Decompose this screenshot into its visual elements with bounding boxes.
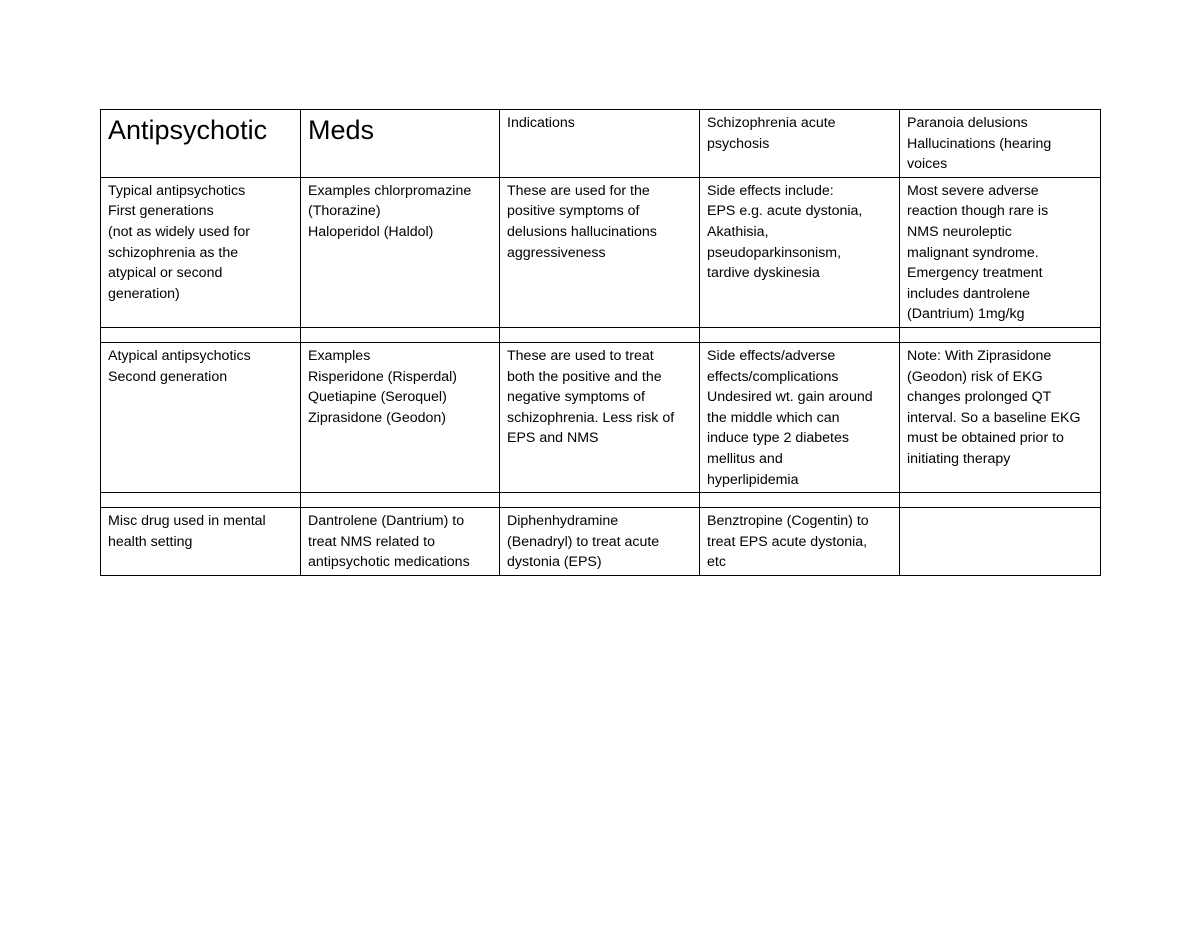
- table-cell: [700, 177, 900, 327]
- cell-line: dystonia (EPS): [507, 554, 602, 571]
- spacer-row: [101, 493, 1101, 508]
- header-cell: [900, 110, 1101, 178]
- table-cell: [101, 342, 301, 492]
- header-cell-line: Indications: [507, 115, 575, 131]
- empty-cell: [101, 327, 301, 342]
- empty-cell: [301, 327, 500, 342]
- cell-line: etc: [707, 554, 726, 571]
- cell-line: mellitus and: [707, 450, 783, 467]
- table-cell: [101, 177, 301, 327]
- cell-line: must be obtained prior to: [907, 430, 1064, 447]
- empty-cell: [301, 493, 500, 508]
- table-cell: [500, 177, 700, 327]
- header-cell-line: voices: [907, 156, 948, 173]
- cell-line: Note: With Ziprasidone: [907, 347, 1052, 364]
- cell-line: EPS e.g. acute dystonia,: [707, 203, 863, 220]
- cell-line: (Benadryl) to treat acute: [507, 533, 660, 550]
- cell-line: (not as widely used for: [108, 223, 250, 240]
- header-row: [101, 110, 1101, 178]
- cell-line: includes dantrolene: [907, 285, 1031, 302]
- cell-line: negative symptoms of: [507, 389, 645, 406]
- cell-line: changes prolonged QT: [907, 389, 1052, 406]
- cell-line: health setting: [108, 533, 193, 550]
- cell-line: Benztropine (Cogentin) to: [707, 513, 869, 530]
- empty-cell: [500, 493, 700, 508]
- header-cell: [500, 110, 700, 178]
- cell-line: Examples chlorpromazine: [308, 182, 472, 199]
- cell-line: Risperidone (Risperdal): [308, 368, 458, 385]
- cell-line: induce type 2 diabetes: [707, 430, 849, 447]
- cell-line: EPS and NMS: [507, 430, 599, 447]
- empty-cell: [500, 327, 700, 342]
- cell-line: interval. So a baseline EKG: [907, 409, 1081, 426]
- antipsychotic-meds-table: [100, 109, 1101, 576]
- cell-line: effects/complications: [707, 368, 839, 385]
- cell-line: generation): [108, 285, 180, 302]
- cell-line: schizophrenia as the: [108, 244, 239, 261]
- cell-line: the middle which can: [707, 409, 840, 426]
- cell-line: pseudoparkinsonism,: [707, 244, 842, 261]
- table-cell: [500, 508, 700, 576]
- header-cell-line: Hallucinations (hearing: [907, 135, 1052, 152]
- cell-line: Akathisia,: [707, 223, 769, 240]
- cell-line: Dantrolene (Dantrium) to: [308, 513, 465, 530]
- header-cell-line: psychosis: [707, 135, 770, 152]
- table-cell: [700, 342, 900, 492]
- cell-line: Emergency treatment: [907, 265, 1043, 282]
- cell-line: antipsychotic medications: [308, 554, 470, 571]
- cell-line: Side effects include:: [707, 182, 834, 199]
- cell-line: delusions hallucinations: [507, 223, 657, 240]
- table-row-atypical: [101, 342, 1101, 492]
- cell-line: malignant syndrome.: [907, 244, 1039, 261]
- cell-line: Atypical antipsychotics: [108, 347, 251, 364]
- table-cell: [101, 508, 301, 576]
- cell-line: Haloperidol (Haldol): [308, 223, 434, 240]
- table-row-typical: [101, 177, 1101, 327]
- cell-line: Side effects/adverse: [707, 347, 836, 364]
- header-cell: [700, 110, 900, 178]
- empty-cell: [900, 493, 1101, 508]
- cell-line: atypical or second: [108, 265, 223, 282]
- cell-line: Ziprasidone (Geodon): [308, 409, 447, 426]
- cell-line: initiating therapy: [907, 450, 1011, 467]
- cell-line: Most severe adverse: [907, 182, 1039, 199]
- spacer-row: [101, 327, 1101, 342]
- empty-cell: [900, 508, 1101, 576]
- table-cell: [500, 342, 700, 492]
- cell-line: Undesired wt. gain around: [707, 389, 873, 406]
- cell-line: First generations: [108, 203, 214, 220]
- cell-line: tardive dyskinesia: [707, 265, 820, 282]
- header-cell-line: Schizophrenia acute: [707, 115, 836, 131]
- cell-line: Examples: [308, 347, 371, 364]
- cell-line: treat EPS acute dystonia,: [707, 533, 868, 550]
- cell-line: hyperlipidemia: [707, 471, 799, 488]
- cell-line: treat NMS related to: [308, 533, 435, 550]
- cell-line: Typical antipsychotics: [108, 182, 246, 199]
- cell-line: (Thorazine): [308, 203, 381, 220]
- cell-line: reaction though rare is: [907, 203, 1049, 220]
- cell-line: These are used for the: [507, 182, 650, 199]
- table-cell: [700, 508, 900, 576]
- empty-cell: [700, 493, 900, 508]
- cell-line: Misc drug used in mental: [108, 513, 266, 530]
- header-cell: [301, 110, 500, 178]
- table-row-misc: [101, 508, 1101, 576]
- cell-line: both the positive and the: [507, 368, 662, 385]
- empty-cell: [700, 327, 900, 342]
- header-cell-line: Paranoia delusions: [907, 115, 1028, 131]
- cell-line: Second generation: [108, 368, 228, 385]
- cell-line: Diphenhydramine: [507, 513, 619, 530]
- cell-line: NMS neuroleptic: [907, 223, 1012, 240]
- empty-cell: [900, 327, 1101, 342]
- cell-line: aggressiveness: [507, 244, 606, 261]
- table-cell: [301, 508, 500, 576]
- cell-line: schizophrenia. Less risk of: [507, 409, 675, 426]
- table-cell: [301, 177, 500, 327]
- cell-line: positive symptoms of: [507, 203, 640, 220]
- empty-cell: [101, 493, 301, 508]
- table-cell: [900, 342, 1101, 492]
- header-cell-line: Antipsychotic: [108, 115, 268, 145]
- table-cell: [301, 342, 500, 492]
- cell-line: These are used to treat: [507, 347, 654, 364]
- cell-line: Quetiapine (Seroquel): [308, 389, 447, 406]
- cell-line: (Geodon) risk of EKG: [907, 368, 1043, 385]
- header-cell-line: Meds: [308, 115, 375, 145]
- table-cell: [900, 177, 1101, 327]
- cell-line: (Dantrium) 1mg/kg: [907, 306, 1025, 323]
- header-cell: [101, 110, 301, 178]
